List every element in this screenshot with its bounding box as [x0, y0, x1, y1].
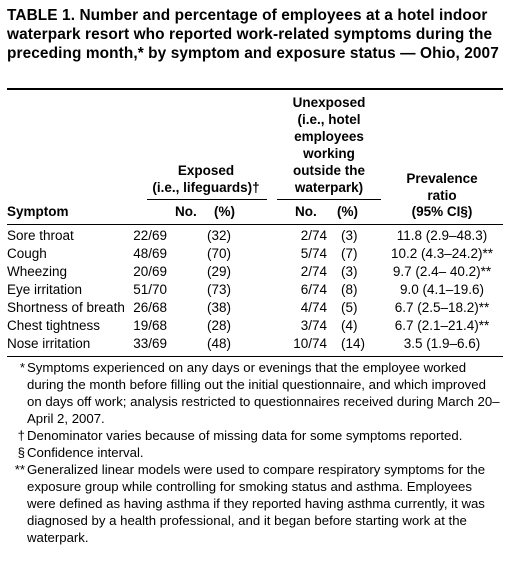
symptom-cell: Cough	[7, 246, 47, 261]
header-bottom-rule	[7, 224, 503, 225]
table-row	[7, 263, 503, 281]
prevalence-header	[381, 170, 503, 204]
unexposed-header	[275, 94, 383, 196]
exposed-no-cell: 33/69	[133, 336, 167, 351]
top-rule	[7, 88, 503, 90]
exposed-span-rule	[147, 199, 267, 200]
unexposed-pct-cell: (4)	[341, 318, 358, 333]
footnote-text: Generalized linear models were used to compare respiratory symptoms for the exposure group while controlling for smoking status and asthma. Employees were defined as having asthma if they reported having asthma currently, it was diagnosed by a health professional, and it began before starting work at the waterpark.	[27, 462, 486, 545]
symptom-header: Symptom	[7, 204, 69, 219]
unexposed-no-cell: 5/74	[300, 246, 327, 261]
exposed-pct-cell: (48)	[207, 336, 232, 351]
exposed-pct-cell: (28)	[207, 318, 232, 333]
unexposed-pct-header: (%)	[337, 204, 358, 219]
exposed-no-cell: 19/68	[133, 318, 167, 333]
prevalence-cell: 11.8 (2.9–48.3)	[396, 228, 488, 243]
exposed-pct-header: (%)	[214, 204, 235, 219]
table-bottom-rule	[7, 356, 503, 357]
prevalence-cell: 9.7 (2.4– 40.2)**	[392, 264, 492, 279]
prevalence-cell: 6.7 (2.1–21.4)**	[394, 318, 490, 333]
unexposed-header-line: outside the	[292, 163, 365, 178]
symptom-cell: Wheezing	[7, 264, 68, 279]
exposed-no-header: No.	[175, 204, 197, 219]
exposed-pct-cell: (38)	[207, 300, 232, 315]
footnote-mark: †	[17, 428, 25, 443]
table-title: TABLE 1. Number and percentage of employees at a hotel indoor waterpark resort who reported work-related symptoms during the preceding month,* by symptom and exposure status — Ohio, 2007	[7, 7, 499, 62]
footnotes	[7, 359, 503, 546]
symptom-cell: Shortness of breath	[7, 300, 125, 315]
unexposed-header-line: Unexposed	[292, 95, 366, 110]
exposed-no-cell: 48/69	[133, 246, 167, 261]
ci-header: (95% CI§)	[411, 204, 473, 219]
table-row	[7, 245, 503, 263]
unexposed-header-line: working	[303, 146, 355, 161]
footnote-mark: §	[17, 445, 25, 460]
unexposed-no-cell: 4/74	[300, 300, 327, 315]
table-row	[7, 299, 503, 317]
footnote-text: Symptoms experienced on any days or evenings that the employee worked during the month before filling out the initial questionnaire, and which improved on days off work; analysis restricted to questionnaires received during March 20–April 2, 2007.	[27, 360, 500, 426]
prevalence-header-line: ratio	[427, 188, 457, 203]
unexposed-no-cell: 3/74	[300, 318, 327, 333]
unexposed-pct-cell: (5)	[341, 300, 358, 315]
exposed-header	[141, 162, 271, 196]
unexposed-no-cell: 10/74	[293, 336, 327, 351]
table-row	[7, 281, 503, 299]
unexposed-header-line: waterpark)	[294, 180, 364, 195]
exposed-pct-cell: (70)	[207, 246, 232, 261]
table-row	[7, 335, 503, 353]
exposed-header-line: (i.e., lifeguards)†	[152, 180, 260, 195]
symptom-cell: Chest tightness	[7, 318, 101, 333]
prevalence-cell: 3.5 (1.9–6.6)	[403, 336, 481, 351]
exposed-pct-cell: (32)	[207, 228, 232, 243]
footnote-text: Confidence interval.	[27, 445, 144, 460]
table-row	[7, 317, 503, 335]
prevalence-cell: 6.7 (2.5–18.2)**	[394, 300, 490, 315]
unexposed-pct-cell: (14)	[341, 336, 366, 351]
unexposed-no-header: No.	[295, 204, 317, 219]
footnote-text: Denominator varies because of missing data for some symptoms reported.	[27, 428, 463, 443]
footnote	[7, 427, 503, 444]
unexposed-no-cell: 6/74	[300, 282, 327, 297]
prevalence-header-line: Prevalence	[406, 171, 478, 186]
exposed-no-cell: 26/68	[133, 300, 167, 315]
prevalence-cell: 9.0 (4.1–19.6)	[399, 282, 485, 297]
unexposed-pct-cell: (3)	[341, 264, 358, 279]
prevalence-cell: 10.2 (4.3–24.2)**	[390, 246, 494, 261]
footnote-mark: **	[14, 462, 25, 477]
symptom-cell: Sore throat	[7, 228, 74, 243]
symptom-cell: Nose irritation	[7, 336, 91, 351]
footnote	[7, 461, 503, 546]
unexposed-header-line: employees	[294, 129, 364, 144]
exposed-no-cell: 20/69	[133, 264, 167, 279]
unexposed-header-line: (i.e., hotel	[297, 112, 361, 127]
unexposed-pct-cell: (8)	[341, 282, 358, 297]
unexposed-pct-cell: (3)	[341, 228, 358, 243]
exposed-header-line: Exposed	[177, 163, 235, 178]
exposed-pct-cell: (29)	[207, 264, 232, 279]
exposed-no-cell: 51/70	[133, 282, 167, 297]
symptom-cell: Eye irritation	[7, 282, 83, 297]
footnote	[7, 444, 503, 461]
unexposed-span-rule	[277, 199, 381, 200]
footnote-mark: *	[19, 360, 25, 375]
unexposed-no-cell: 2/74	[300, 264, 327, 279]
unexposed-no-cell: 2/74	[300, 228, 327, 243]
table-row	[7, 227, 503, 245]
table-container	[7, 6, 503, 545]
footnote	[7, 359, 503, 427]
unexposed-pct-cell: (7)	[341, 246, 358, 261]
exposed-no-cell: 22/69	[133, 228, 167, 243]
exposed-pct-cell: (73)	[207, 282, 232, 297]
